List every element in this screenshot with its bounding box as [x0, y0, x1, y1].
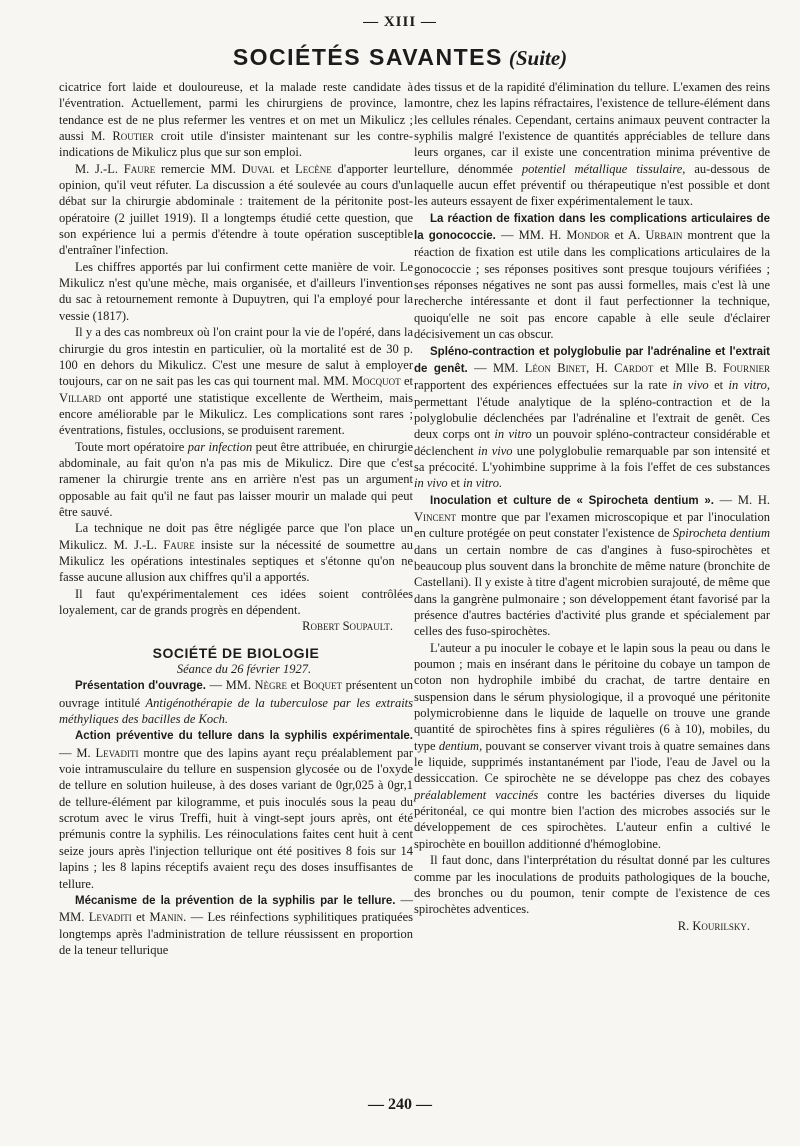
right-column [414, 79, 770, 934]
running-title-text: SOCIÉTÉS SAVANTES [232, 44, 503, 70]
paragraph: cicatrice fort laide et douloureuse, et la malade reste candidate à l'éventration. Actuellement, parmi les chirurgiens de province, la tendance est de ne plus refermer les ventres et on met un Mikulicz ; aussi M. Routier croit utile d'insister maintenant sur les contre-indications de Mikulicz plus que sur son emploi. [59, 80, 413, 160]
paragraph: des tissus et de la rapidité d'élimination du tellure. L'examen des reins montre, chez les lapins réfractaires, l'existence de tellure-élément dans les cellules rénales. Cependant, certains animaux peuvent contracter la syphilis malgré l'existence de quantités appréciables de tellure dans leurs organes, car il existe une concentration minima préventive de tellure, dénommée potentiel métallique tissulaire, au-dessous de laquelle aucun effet préventif ou thérapeutique n'est possible et dont les auteurs essayent de fixer expérimentalement le taux. [414, 80, 770, 209]
paragraph: Il y a des cas nombreux où l'on craint pour la vie de l'opéré, dans la chirurgie du gros intestin en particulier, où la mortalité est de 30 p. 100 en dehors du Mikulicz. C'est une mesure de salut à employer toujours, car on ne sait pas les cas qui tournent mal. MM. Mocquot et Villard ont apporté une statistique excellente de Wertheim, mais encore améliorable par le Mikulicz. Les complications sont rares ; éventrations, fistules, occlusions, se produisent rarement. [59, 325, 413, 438]
paragraph: Il faut qu'expérimentalement ces idées soient contrôlées loyalement, car de grands progrès en dépendent. [59, 586, 413, 617]
roman-folio: — XIII — [363, 14, 437, 30]
running-title-suffix: (Suite) [508, 46, 568, 70]
abstract-tellure-mechanism: Mécanisme de la prévention de la syphilis par le tellure. — MM. Levaditi et Manin. — Les réinfections syphilitiques pratiquées longtemps après l'administration de tellure réussissent en proportion de la teneur tellurique [59, 892, 414, 957]
paragraph: Il faut donc, dans l'interprétation du résultat donné par les cultures comme par les inoculations de produits pathologiques de la bouche, des bronches ou du poumon, tenir compte de l'existence de ces spirochètes adventices. [414, 853, 770, 917]
abstract-gonococcie: La réaction de fixation dans les complications articulaires de la gonococcie. — MM. H. Mondor et A. Urbain montrent que la réaction de fixation est utile dans les complications articulaires de la gonococcie ; ses réponses positives sont presque toujours vérifiées ; ses réponses négatives ne sont pas aussi formelles, mais c'est là une recherche intéressante et dont il faut perfectionner la technique, quoiqu'elle ne soit pas encore capable à elle seule d'éclairer décisivement un cas obscur. [414, 212, 770, 342]
paragraph: L'auteur a pu inoculer le cobaye et le lapin sous la peau ou dans le poumon ; mais en insérant dans le péritoine du cobaye un tampon de coton non hydrophile imbibé du crachat, de tartre dentaire en suspension dans le sérum physiologique, il a provoqué une péritonite polymicrobienne dans le liquide de laquelle on trouve une grande quantité de spirochètes fins à spires régulières (6 à 10), mobiles, du type dentium, pouvant se conserver vivant trois à quatre semaines dans le liquide, supprimés instantanément par l'iode, l'eau de Javel ou la dessiccation. Ce spirochète ne se développe pas chez des cobayes préalablement vaccinés contre les bactéries diverses du liquide péritonéal, ce qui montre bien l'action des microbes associés sur le développement de ces spirochètes. L'auteur enfin a cultivé le spirochète en bouillon additionné d'hémoglobine. [414, 640, 771, 851]
signature-kourilsky: R. Kourilsky. [677, 918, 750, 933]
left-column [59, 79, 413, 958]
paragraph: M. J.-L. Faure remercie MM. Duval et Lecène d'apporter leur opinion, qu'il veut réfuter. La discussion a été soulevée au cours d'un débat sur la chirurgie abdominale : traitement de la péritonite post-opératoire (2 juillet 1919). Il a longtemps étudié cette question, que son expérience lui a permis d'étendre à toute opération susceptible d'entraîner l'infection. [59, 161, 413, 258]
abstract-presentation: Présentation d'ouvrage. — MM. Nègre et Boquet présentent un ouvrage intitulé Antigénothérapie de la tuberculose par les extraits méthyliques des bacilles de Koch. [59, 678, 414, 727]
society-title: SOCIÉTÉ DE BIOLOGIE [152, 644, 320, 661]
page-number: — 240 — [368, 1096, 432, 1113]
paragraph: Toute mort opératoire par infection peut être attribuée, en chirurgie abdominale, au fait qu'on n'a pas mis de Mikulicz. Dire que c'est ramener la chirurgie trente ans en arrière n'est pas un argument opposable au fait qu'il ne faut pas laisser mourir un malade qui peut être sauvé. [59, 439, 414, 519]
abstract-spleno-contraction: Spléno-contraction et polyglobulie par l'adrénaline et l'extrait de genêt. — MM. Léon Binet, H. Cardot et Mlle B. Fournier rapportent des expériences effectuées sur la rate in vivo et in vitro, permettant l'étude analytique de la spléno-contraction et de la polyglobulie déclenchées par l'adrénaline et l'extrait de genêt. Ces deux corps ont in vitro un pouvoir spléno-contracteur considérable et déclenchent in vivo une polyglobulie remarquable par son intensité et sa précocité. L'yohimbine supprime à la fois l'effet de ces substances in vivo et in vitro. [414, 345, 771, 491]
paragraph: La technique ne doit pas être négligée parce que l'on place un Mikulicz. M. J.-L. Faure insiste sur la nécessité de soumettre au Mikulicz les opérations intestinales septiques et s'étonne qu'on ne fasse aucune allusion aux chiffres qu'il a apportés. [59, 521, 413, 585]
paragraph: Les chiffres apportés par lui confirment cette manière de voir. Le Mikulicz n'est qu'une mèche, mais organisée, et d'ailleurs l'invention du sac à retournement remonte à Dupuytren, qui l'a employé pour la vessie (1817). [59, 259, 413, 323]
session-date: Séance du 26 février 1927. [176, 662, 312, 677]
abstract-tellure-prevention: Action préventive du tellure dans la syphilis expérimentale. — M. Levaditi montre que des lapins ayant reçu préalablement par voie intramusculaire du tellure en suspension glycosée ou de l'oxyde de tellure en solution huileuse, à des doses variant de 0gr,025 à 0gr,1 de tellure-élément par kilogramme, et puis inoculés sous la peau du scrotum avec le virus Treffi, huit à vingt-sept jours après, ont été prémunis contre la syphilis. Les réinoculations faites cent huit à cent seize jours après l'injection tellurique ont été positives 8 fois sur 14 lapins ; les 8 lapins réceptifs avaient reçu des doses insuffisantes de tellure. [59, 730, 413, 891]
abstract-spirocheta: Inoculation et culture de « Spirocheta dentium ». — M. H. Vincent montre que par l'examen microscopique et par l'inoculation en culture protégée on peut constater l'existence de Spirocheta dentium dans un certain nombre de cas d'angines à fuso-spirochètes et beaucoup plus souvent dans la bronchite de même nature (bronchite de Castellani). Il y existe à titre d'agent microbien surajouté, de même que dans la gangrène pulmonaire ; son développement étant favorisé par la présence d'autres bactéries d'activité plus grande et spécialement par celles des fuso-spirochètes. [414, 492, 771, 639]
signature-soupault: Robert Soupault. [302, 619, 393, 634]
running-title [0, 44, 800, 71]
